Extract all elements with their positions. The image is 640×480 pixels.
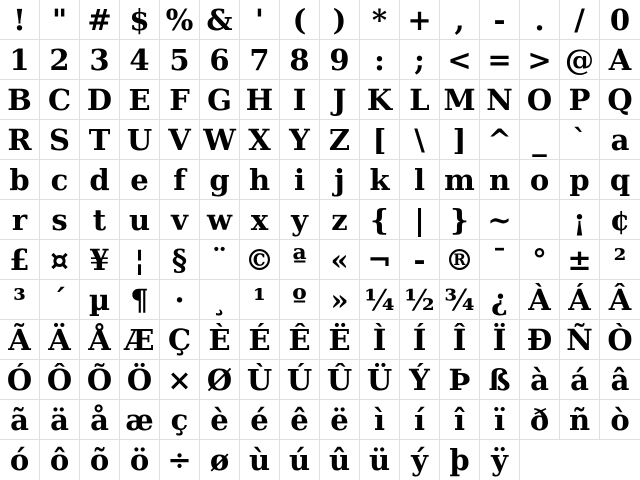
empty-cell bbox=[520, 440, 560, 480]
glyph-cell[interactable]: # bbox=[80, 0, 120, 40]
glyph-cell[interactable]: ¡ bbox=[560, 200, 600, 240]
glyph-cell[interactable]: Ô bbox=[40, 360, 80, 400]
glyph-cell[interactable]: ä bbox=[40, 400, 80, 440]
glyph-cell[interactable]: ± bbox=[560, 240, 600, 280]
glyph-cell[interactable]: & bbox=[200, 0, 240, 40]
glyph-cell[interactable]: ¼ bbox=[360, 280, 400, 320]
glyph-cell[interactable]: h bbox=[240, 160, 280, 200]
glyph-cell[interactable]: ° bbox=[520, 240, 560, 280]
glyph-cell[interactable]: 9 bbox=[320, 40, 360, 80]
glyph-cell[interactable]: * bbox=[360, 0, 400, 40]
glyph-cell[interactable]: í bbox=[400, 400, 440, 440]
glyph-cell[interactable]: Õ bbox=[80, 360, 120, 400]
glyph-cell[interactable]: Ñ bbox=[560, 320, 600, 360]
glyph-cell[interactable]: ½ bbox=[400, 280, 440, 320]
glyph-cell[interactable]: Á bbox=[560, 280, 600, 320]
glyph-cell[interactable]: Ù bbox=[240, 360, 280, 400]
glyph-cell[interactable]: û bbox=[320, 440, 360, 480]
glyph-cell[interactable]: p bbox=[560, 160, 600, 200]
glyph-cell[interactable]: ¹ bbox=[240, 280, 280, 320]
glyph-cell[interactable]: - bbox=[400, 240, 440, 280]
glyph-cell[interactable]: ² bbox=[600, 240, 640, 280]
glyph-cell[interactable]: < bbox=[440, 40, 480, 80]
glyph-cell[interactable]: ¨ bbox=[200, 240, 240, 280]
glyph-cell[interactable]: á bbox=[560, 360, 600, 400]
glyph-cell[interactable]: n bbox=[480, 160, 520, 200]
glyph-cell[interactable]: 1 bbox=[0, 40, 40, 80]
glyph-cell[interactable]: c bbox=[40, 160, 80, 200]
glyph-cell[interactable]: ý bbox=[400, 440, 440, 480]
glyph-cell[interactable]: X bbox=[240, 120, 280, 160]
glyph-cell[interactable]: z bbox=[320, 200, 360, 240]
glyph-cell[interactable]: ¸ bbox=[200, 280, 240, 320]
glyph-cell[interactable]: È bbox=[200, 320, 240, 360]
glyph-cell[interactable]: 4 bbox=[120, 40, 160, 80]
glyph-cell[interactable]: ¥ bbox=[80, 240, 120, 280]
glyph-cell[interactable]: ø bbox=[200, 440, 240, 480]
glyph-cell[interactable]: ¶ bbox=[120, 280, 160, 320]
glyph-cell[interactable]: : bbox=[360, 40, 400, 80]
glyph-cell[interactable]: î bbox=[440, 400, 480, 440]
glyph-cell[interactable]: Â bbox=[600, 280, 640, 320]
glyph-cell[interactable]: Ë bbox=[320, 320, 360, 360]
glyph-cell[interactable]: ç bbox=[160, 400, 200, 440]
glyph-cell[interactable]: . bbox=[520, 0, 560, 40]
glyph-cell[interactable]: ³ bbox=[0, 280, 40, 320]
glyph-cell[interactable]: ÿ bbox=[480, 440, 520, 480]
glyph-cell[interactable]: É bbox=[240, 320, 280, 360]
glyph-cell[interactable]: Q bbox=[600, 80, 640, 120]
glyph-cell[interactable]: â bbox=[600, 360, 640, 400]
glyph-cell[interactable]: ! bbox=[0, 0, 40, 40]
glyph-cell[interactable]: Ø bbox=[200, 360, 240, 400]
glyph-cell[interactable]: Ú bbox=[280, 360, 320, 400]
glyph-cell[interactable]: ù bbox=[240, 440, 280, 480]
empty-cell bbox=[560, 440, 600, 480]
glyph-cell[interactable]: l bbox=[400, 160, 440, 200]
glyph-cell[interactable]: ü bbox=[360, 440, 400, 480]
glyph-cell[interactable]: % bbox=[160, 0, 200, 40]
glyph-cell[interactable]: Û bbox=[320, 360, 360, 400]
glyph-cell[interactable]: Î bbox=[440, 320, 480, 360]
glyph-cell[interactable]: e bbox=[120, 160, 160, 200]
glyph-cell[interactable]: _ bbox=[520, 120, 560, 160]
glyph-cell[interactable]: Í bbox=[400, 320, 440, 360]
glyph-cell[interactable]: U bbox=[120, 120, 160, 160]
glyph-cell[interactable]: Þ bbox=[440, 360, 480, 400]
glyph-cell[interactable]: d bbox=[80, 160, 120, 200]
glyph-cell[interactable]: a bbox=[600, 120, 640, 160]
glyph-cell[interactable]: t bbox=[80, 200, 120, 240]
glyph-cell[interactable]: § bbox=[160, 240, 200, 280]
glyph-cell[interactable]: ô bbox=[40, 440, 80, 480]
glyph-cell[interactable]: i bbox=[280, 160, 320, 200]
glyph-cell[interactable]: 2 bbox=[40, 40, 80, 80]
glyph-cell[interactable]: O bbox=[520, 80, 560, 120]
glyph-cell[interactable]: õ bbox=[80, 440, 120, 480]
glyph-cell[interactable]: ¿ bbox=[480, 280, 520, 320]
glyph-cell[interactable]: b bbox=[0, 160, 40, 200]
glyph-cell[interactable]: ¦ bbox=[120, 240, 160, 280]
glyph-cell[interactable]: u bbox=[120, 200, 160, 240]
glyph-cell[interactable]: þ bbox=[440, 440, 480, 480]
glyph-cell[interactable]: ® bbox=[440, 240, 480, 280]
glyph-cell[interactable]: Ï bbox=[480, 320, 520, 360]
glyph-cell[interactable]: ð bbox=[520, 400, 560, 440]
glyph-cell[interactable]: m bbox=[440, 160, 480, 200]
glyph-cell[interactable]: H bbox=[240, 80, 280, 120]
glyph-cell[interactable]: ^ bbox=[480, 120, 520, 160]
glyph-cell[interactable]: S bbox=[40, 120, 80, 160]
glyph-cell[interactable]: | bbox=[400, 200, 440, 240]
glyph-cell[interactable]: W bbox=[200, 120, 240, 160]
glyph-cell[interactable]: ú bbox=[280, 440, 320, 480]
glyph-cell[interactable]: B bbox=[0, 80, 40, 120]
glyph-cell[interactable]: Ð bbox=[520, 320, 560, 360]
glyph-cell[interactable]: » bbox=[320, 280, 360, 320]
glyph-cell[interactable]: D bbox=[80, 80, 120, 120]
glyph-cell[interactable]: E bbox=[120, 80, 160, 120]
glyph-cell[interactable]: Ä bbox=[40, 320, 80, 360]
glyph-cell[interactable]: Ç bbox=[160, 320, 200, 360]
glyph-cell[interactable]: J bbox=[320, 80, 360, 120]
glyph-cell[interactable]: N bbox=[480, 80, 520, 120]
glyph-cell[interactable]: ' bbox=[240, 0, 280, 40]
glyph-cell[interactable]: ¢ bbox=[600, 200, 640, 240]
glyph-cell[interactable]: Z bbox=[320, 120, 360, 160]
glyph-cell[interactable]: å bbox=[80, 400, 120, 440]
glyph-cell[interactable]: \ bbox=[400, 120, 440, 160]
glyph-cell[interactable]: Ì bbox=[360, 320, 400, 360]
glyph-cell[interactable]: I bbox=[280, 80, 320, 120]
glyph-cell[interactable]: f bbox=[160, 160, 200, 200]
glyph-cell[interactable]: 3 bbox=[80, 40, 120, 80]
glyph-cell[interactable]: ¾ bbox=[440, 280, 480, 320]
glyph-cell[interactable]: ª bbox=[280, 240, 320, 280]
glyph-cell[interactable]: µ bbox=[80, 280, 120, 320]
glyph-cell[interactable]: ó bbox=[0, 440, 40, 480]
glyph-cell[interactable]: C bbox=[40, 80, 80, 120]
glyph-cell[interactable]: ÷ bbox=[160, 440, 200, 480]
glyph-cell[interactable]: R bbox=[0, 120, 40, 160]
glyph-cell[interactable]: 6 bbox=[200, 40, 240, 80]
glyph-cell[interactable]: ã bbox=[0, 400, 40, 440]
glyph-cell[interactable]: º bbox=[280, 280, 320, 320]
glyph-cell[interactable]: ; bbox=[400, 40, 440, 80]
glyph-cell[interactable]: w bbox=[200, 200, 240, 240]
glyph-cell[interactable]: 5 bbox=[160, 40, 200, 80]
glyph-cell[interactable]: Ü bbox=[360, 360, 400, 400]
glyph-cell[interactable]: Ê bbox=[280, 320, 320, 360]
glyph-cell[interactable]: o bbox=[520, 160, 560, 200]
glyph-cell[interactable]: ` bbox=[560, 120, 600, 160]
glyph-cell[interactable]: ( bbox=[280, 0, 320, 40]
glyph-cell[interactable]: g bbox=[200, 160, 240, 200]
glyph-cell[interactable]: A bbox=[600, 40, 640, 80]
glyph-cell[interactable]: ´ bbox=[40, 280, 80, 320]
glyph-cell[interactable]: 8 bbox=[280, 40, 320, 80]
glyph-cell[interactable]: L bbox=[400, 80, 440, 120]
glyph-cell[interactable]: k bbox=[360, 160, 400, 200]
empty-cell bbox=[520, 200, 560, 240]
glyph-cell[interactable]: T bbox=[80, 120, 120, 160]
glyph-cell[interactable]: + bbox=[400, 0, 440, 40]
glyph-cell[interactable]: Ã bbox=[0, 320, 40, 360]
glyph-cell[interactable]: ~ bbox=[480, 200, 520, 240]
empty-cell bbox=[600, 440, 640, 480]
glyph-cell[interactable]: Ò bbox=[600, 320, 640, 360]
glyph-cell[interactable]: / bbox=[560, 0, 600, 40]
glyph-cell[interactable]: ï bbox=[480, 400, 520, 440]
glyph-cell[interactable]: s bbox=[40, 200, 80, 240]
glyph-cell[interactable]: Å bbox=[80, 320, 120, 360]
glyph-cell[interactable]: ö bbox=[120, 440, 160, 480]
glyph-cell[interactable]: v bbox=[160, 200, 200, 240]
glyph-cell[interactable]: [ bbox=[360, 120, 400, 160]
glyph-cell[interactable]: À bbox=[520, 280, 560, 320]
glyph-cell[interactable]: Ý bbox=[400, 360, 440, 400]
glyph-cell[interactable]: q bbox=[600, 160, 640, 200]
glyph-cell[interactable]: V bbox=[160, 120, 200, 160]
glyph-cell[interactable]: © bbox=[240, 240, 280, 280]
glyph-cell[interactable]: « bbox=[320, 240, 360, 280]
glyph-cell[interactable]: } bbox=[440, 200, 480, 240]
glyph-cell[interactable]: 0 bbox=[600, 0, 640, 40]
glyph-cell[interactable]: j bbox=[320, 160, 360, 200]
glyph-cell[interactable]: ñ bbox=[560, 400, 600, 440]
glyph-cell[interactable]: × bbox=[160, 360, 200, 400]
glyph-cell[interactable]: G bbox=[200, 80, 240, 120]
glyph-cell[interactable]: > bbox=[520, 40, 560, 80]
glyph-cell[interactable]: y bbox=[280, 200, 320, 240]
glyph-cell[interactable]: M bbox=[440, 80, 480, 120]
glyph-cell[interactable]: ê bbox=[280, 400, 320, 440]
glyph-cell[interactable]: æ bbox=[120, 400, 160, 440]
glyph-cell[interactable]: ¯ bbox=[480, 240, 520, 280]
glyph-cell[interactable]: ë bbox=[320, 400, 360, 440]
glyph-cell[interactable]: à bbox=[520, 360, 560, 400]
glyph-cell[interactable]: Ö bbox=[120, 360, 160, 400]
glyph-cell[interactable]: ì bbox=[360, 400, 400, 440]
glyph-cell[interactable]: x bbox=[240, 200, 280, 240]
glyph-cell[interactable]: ò bbox=[600, 400, 640, 440]
glyph-cell[interactable]: = bbox=[480, 40, 520, 80]
glyph-cell[interactable]: ¤ bbox=[40, 240, 80, 280]
glyph-cell[interactable]: F bbox=[160, 80, 200, 120]
glyph-cell[interactable]: Ó bbox=[0, 360, 40, 400]
glyph-cell[interactable]: @ bbox=[560, 40, 600, 80]
glyph-cell[interactable]: Y bbox=[280, 120, 320, 160]
glyph-cell[interactable]: 7 bbox=[240, 40, 280, 80]
glyph-cell[interactable]: P bbox=[560, 80, 600, 120]
glyph-cell[interactable]: ¬ bbox=[360, 240, 400, 280]
glyph-cell[interactable]: , bbox=[440, 0, 480, 40]
glyph-cell[interactable]: Æ bbox=[120, 320, 160, 360]
glyph-cell[interactable]: r bbox=[0, 200, 40, 240]
glyph-cell[interactable]: K bbox=[360, 80, 400, 120]
glyph-cell[interactable]: é bbox=[240, 400, 280, 440]
glyph-cell[interactable]: ) bbox=[320, 0, 360, 40]
glyph-cell[interactable]: - bbox=[480, 0, 520, 40]
glyph-cell[interactable]: £ bbox=[0, 240, 40, 280]
glyph-cell[interactable]: è bbox=[200, 400, 240, 440]
glyph-cell[interactable]: $ bbox=[120, 0, 160, 40]
glyph-cell[interactable]: { bbox=[360, 200, 400, 240]
glyph-cell[interactable]: " bbox=[40, 0, 80, 40]
glyph-cell[interactable]: ß bbox=[480, 360, 520, 400]
glyph-cell[interactable]: ] bbox=[440, 120, 480, 160]
glyph-cell[interactable]: · bbox=[160, 280, 200, 320]
